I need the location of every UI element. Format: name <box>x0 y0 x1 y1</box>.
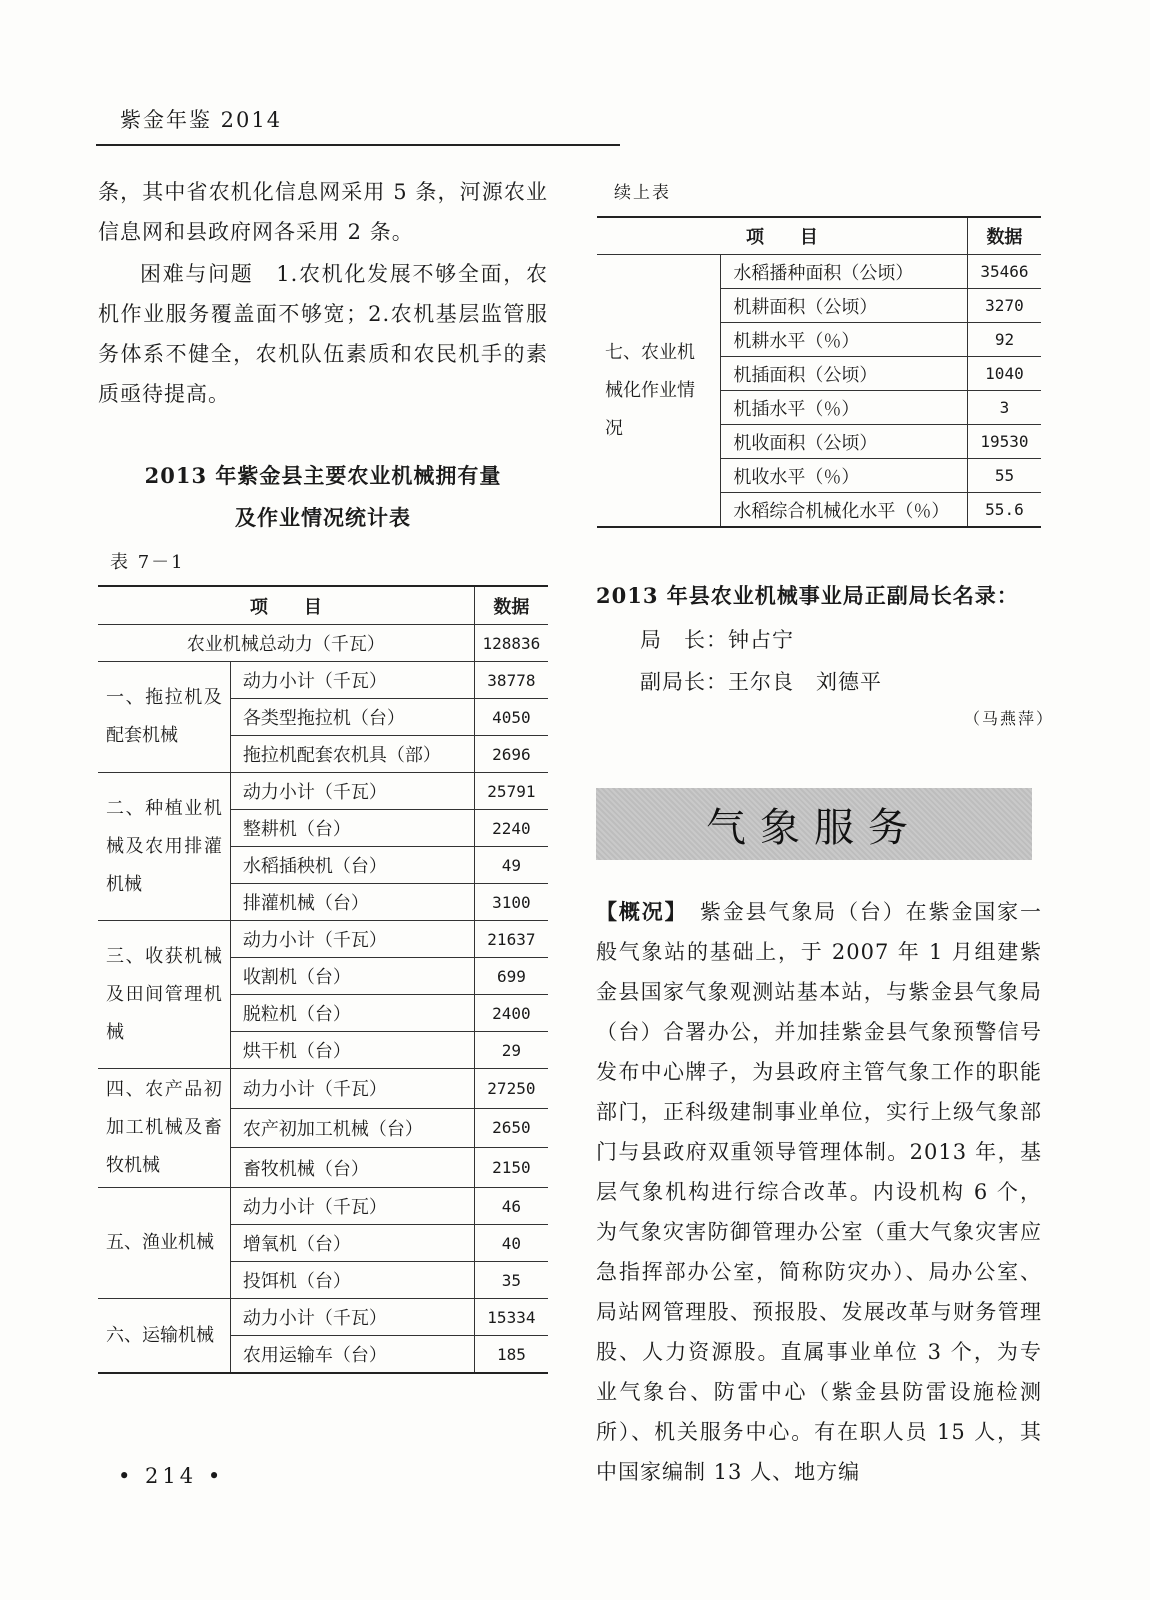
table-row <box>597 255 1041 289</box>
header-rule <box>96 144 620 146</box>
item-cell: 水稻综合机械化水平（％） <box>721 493 967 528</box>
value-cell: 40 <box>474 1225 548 1262</box>
item-cell: 动力小计（千瓦） <box>230 773 474 810</box>
value-cell: 2150 <box>474 1148 548 1188</box>
category-cell: 一、拖拉机及配套机械 <box>98 662 230 773</box>
continued-table <box>597 216 1041 528</box>
value-cell: 2240 <box>474 810 548 847</box>
item-cell: 烘干机（台） <box>230 1032 474 1069</box>
value-cell: 55 <box>967 459 1041 493</box>
roster-title: 2013 年县农业机械事业局正副局长名录： <box>596 583 1019 608</box>
item-cell: 动力小计（千瓦） <box>230 1188 474 1225</box>
header-value: 数据 <box>474 586 548 625</box>
roster-director: 局 长：钟占宁 <box>640 628 794 652</box>
value-cell: 92 <box>967 323 1041 357</box>
value-cell: 38778 <box>474 662 548 699</box>
item-cell: 农用运输车（台） <box>230 1336 474 1374</box>
item-cell: 增氧机（台） <box>230 1225 474 1262</box>
category-cell: 四、农产品初加工机械及畜牧机械 <box>98 1069 230 1188</box>
value-cell: 15334 <box>474 1299 548 1336</box>
overview-lead: 【概况】 <box>596 899 677 924</box>
header-value: 数据 <box>967 217 1041 255</box>
table-row-total <box>98 625 548 662</box>
item-cell: 动力小计（千瓦） <box>230 662 474 699</box>
item-cell: 机收水平（％） <box>721 459 967 493</box>
value-cell: 3 <box>967 391 1041 425</box>
value-cell: 21637 <box>474 921 548 958</box>
table-row <box>98 773 548 810</box>
value-cell: 55.6 <box>967 493 1041 528</box>
value-cell: 25791 <box>474 773 548 810</box>
item-cell: 动力小计（千瓦） <box>230 1069 474 1109</box>
item-cell: 脱粒机（台） <box>230 995 474 1032</box>
item-cell: 农产初加工机械（台） <box>230 1108 474 1148</box>
value-cell: 46 <box>474 1188 548 1225</box>
item-cell: 机耕水平（％） <box>721 323 967 357</box>
item-cell: 机耕面积（公顷） <box>721 289 967 323</box>
section-banner-title: 气象服务 <box>706 804 922 851</box>
item-cell: 投饵机（台） <box>230 1262 474 1299</box>
value-cell: 29 <box>474 1032 548 1069</box>
value-cell: 35466 <box>967 255 1041 289</box>
item-cell: 动力小计（千瓦） <box>230 1299 474 1336</box>
continued-label: 续上表 <box>614 183 671 203</box>
table-id: 表 7－1 <box>110 552 185 573</box>
item-cell: 收割机（台） <box>230 958 474 995</box>
item-cell: 机插水平（％） <box>721 391 967 425</box>
value-cell: 2696 <box>474 736 548 773</box>
table-row <box>98 662 548 699</box>
item-cell: 各类型拖拉机（台） <box>230 699 474 736</box>
table-row <box>98 1069 548 1109</box>
value-cell: 19530 <box>967 425 1041 459</box>
total-value: 128836 <box>474 625 548 662</box>
left-paragraph-1: 条，其中省农机化信息网采用 5 条，河源农业信息网和县政府网各采用 2 条。 <box>98 180 548 244</box>
value-cell: 49 <box>474 847 548 884</box>
page-number: • 214 • <box>118 1464 225 1488</box>
overview-paragraph <box>596 892 1042 1492</box>
category-cell: 六、运输机械 <box>98 1299 230 1374</box>
table-row <box>98 1299 548 1336</box>
value-cell: 185 <box>474 1336 548 1374</box>
category-cell: 七、农业机械化作业情况 <box>597 255 721 528</box>
item-cell: 整耕机（台） <box>230 810 474 847</box>
value-cell: 3100 <box>474 884 548 921</box>
value-cell: 699 <box>474 958 548 995</box>
table-title-line-1: 2013 年紫金县主要农业机械拥有量 <box>144 463 502 488</box>
item-cell: 水稻插秧机（台） <box>230 847 474 884</box>
value-cell: 2650 <box>474 1108 548 1148</box>
item-cell: 排灌机械（台） <box>230 884 474 921</box>
header-item: 项 目 <box>98 586 474 625</box>
section-banner <box>596 788 1032 860</box>
value-cell: 2400 <box>474 995 548 1032</box>
table-row <box>98 1188 548 1225</box>
item-cell: 机插面积（公顷） <box>721 357 967 391</box>
running-head: 紫金年鉴 2014 <box>120 108 283 132</box>
value-cell: 27250 <box>474 1069 548 1109</box>
author-credit: （马燕萍） <box>964 709 1055 728</box>
value-cell: 1040 <box>967 357 1041 391</box>
roster-deputy: 副局长：王尔良 刘德平 <box>640 670 882 694</box>
item-cell: 畜牧机械（台） <box>230 1148 474 1188</box>
item-cell: 拖拉机配套农机具（部） <box>230 736 474 773</box>
table-header-row <box>98 586 548 625</box>
table-title-line-2: 及作业情况统计表 <box>235 505 411 530</box>
item-cell: 水稻播种面积（公顷） <box>721 255 967 289</box>
category-cell: 二、种植业机械及农用排灌机械 <box>98 773 230 921</box>
header-item: 项 目 <box>597 217 967 255</box>
item-cell: 动力小计（千瓦） <box>230 921 474 958</box>
machinery-stats-table <box>98 585 548 1374</box>
overview-body: 紫金县气象局（台）在紫金国家一般气象站的基础上，于 2007 年 1 月组建紫金县国家气象观测站基本站，与紫金县气象局（台）合署办公，并加挂紫金县气象预警信号发布中心牌子，为县政府主管气象工作的职能部门，正科级建制事业单位，实行上级气象部门与县政府双重领导管理体制。2013 年，基层气象机构进行综合改革。内设机构 6 个，为气象灾害防御管理办公室（重大气象灾害应急指挥部办公室，简称防灾办）、局办公室、局站网管理股、预报股、发展改革与财务管理股、人力资源股。直属事业单位 3 个，为专业气象台、防雷中心（紫金县防雷设施检测所）、机关服务中心。有在职人员 15 人，其中国家编制 13 人、地方编 <box>596 900 1043 1484</box>
item-cell: 机收面积（公顷） <box>721 425 967 459</box>
value-cell: 3270 <box>967 289 1041 323</box>
total-label: 农业机械总动力（千瓦） <box>98 625 474 662</box>
table-header-row <box>597 217 1041 255</box>
category-cell: 五、渔业机械 <box>98 1188 230 1299</box>
category-cell: 三、收获机械及田间管理机械 <box>98 921 230 1069</box>
value-cell: 35 <box>474 1262 548 1299</box>
value-cell: 4050 <box>474 699 548 736</box>
left-paragraph-difficulties: 困难与问题 1.农机化发展不够全面，农机作业服务覆盖面不够宽；2.农机基层监管服务体系不健全，农机队伍素质和农民机手的素质亟待提高。 <box>98 262 548 406</box>
table-row <box>98 921 548 958</box>
